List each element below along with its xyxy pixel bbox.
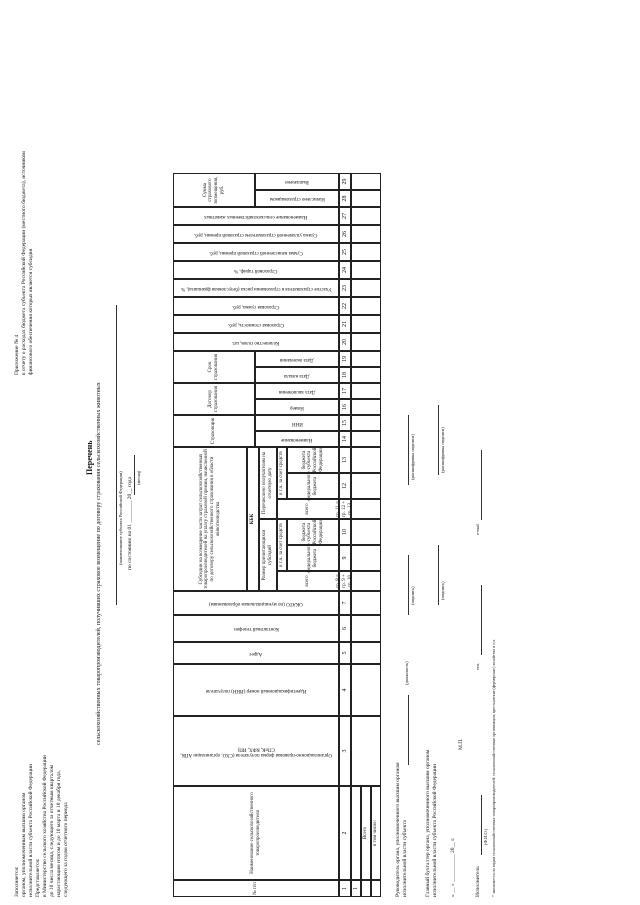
col-num-15: 15 bbox=[339, 415, 351, 431]
notes-submitted-line3: нарастающим итогом и до 10 марта и 10 декабря года, bbox=[56, 770, 62, 897]
col-header-tariff: Страховой тариф, % bbox=[173, 261, 339, 279]
rows-c17 bbox=[351, 383, 381, 399]
col-num-1: 1 bbox=[339, 880, 351, 897]
appendix-line1: к отчету о расходах бюджета субъекта Российской Федерации (местного бюджета), источником bbox=[21, 151, 27, 375]
rows-address bbox=[351, 642, 381, 664]
col-num-26: 26 bbox=[339, 225, 351, 243]
col-header-planned-total: всего bbox=[277, 571, 339, 591]
rows-inn bbox=[351, 664, 381, 716]
col-group-transferred: Перечислено получателям на отчетную дату bbox=[259, 447, 277, 519]
col-header-contract-number: Номер bbox=[255, 399, 339, 415]
col-num-2: 2 bbox=[339, 786, 351, 880]
col-header-premium-charged: Сумма начисленной страховой премии, руб. bbox=[173, 243, 339, 261]
sign-head-position-line bbox=[408, 695, 409, 765]
sign-head-line1: Руководитель органа, уполномоченного высшим органом bbox=[395, 762, 401, 897]
notes-filled-line2: исполнительной власти субъекта Российской Федерации bbox=[28, 764, 34, 897]
col-header-deductible: Участие страхователя в страховании риска (безусловная франшиза), % bbox=[173, 279, 339, 297]
month-hint: (месяц) bbox=[136, 470, 141, 485]
col-num-22: 22 bbox=[339, 297, 351, 315]
rows-c13 bbox=[351, 447, 381, 473]
sign-accountant-decode-hint: (расшифровка подписи) bbox=[440, 427, 445, 473]
col-num-6: 6 bbox=[339, 615, 351, 642]
notes-filled-label: Заполняется: bbox=[14, 866, 20, 897]
col-num-7: 7 bbox=[339, 591, 351, 615]
col-num-24: 24 bbox=[339, 261, 351, 279]
sign-date-field: « __ » __________ 20__ г. bbox=[450, 837, 456, 897]
as-of-label: по состоянию на 01 ________ 20__ года bbox=[127, 476, 133, 570]
subject-name-hint: (наименование субъекта Российской Федерации) bbox=[118, 471, 123, 565]
col-header-transferred-federal: федерального бюджета bbox=[287, 473, 339, 499]
sign-head-signature-hint: (подпись) bbox=[410, 586, 415, 605]
rows-c26 bbox=[351, 225, 381, 243]
rows-c25 bbox=[351, 243, 381, 261]
col-num-9: 9 bbox=[339, 545, 351, 571]
row-3-no bbox=[371, 880, 381, 897]
col-group-period: Срок страхования bbox=[173, 351, 255, 383]
col-header-period-end: Дата окончания bbox=[255, 351, 339, 367]
col-num-11: гр. 11 = гр. 12 + гр. 13 bbox=[336, 500, 353, 518]
col-header-transferred-total: всего bbox=[277, 499, 339, 519]
row-including-name: в том числе: bbox=[371, 786, 381, 880]
rows-c29 bbox=[351, 173, 381, 190]
page-title: Перечень bbox=[85, 440, 94, 475]
col-num-3: 3 bbox=[339, 716, 351, 786]
notes-submitted-line1: в Министерство сельского хозяйства Российской Федерации bbox=[42, 755, 48, 897]
col-num-16: 16 bbox=[339, 399, 351, 415]
sign-head-decode-line bbox=[408, 415, 409, 485]
sign-accountant-signature-hint: (подпись) bbox=[440, 581, 445, 600]
col-header-okato: ОКАТО (по муниципальным образованиям) bbox=[173, 591, 339, 615]
col-header-premium-paid: Сумма уплаченной страхователем страховой премии, руб. bbox=[173, 225, 339, 243]
col-header-insured-value: Страховая стоимость, руб. bbox=[173, 315, 339, 333]
footnote: * заполняется по видам сельскохозяйственных товаропроизводителей: сельскохозяйственные организации, крестьянские (фермерские) хозяйства и т.п. bbox=[491, 639, 496, 897]
row-1-name bbox=[351, 786, 361, 880]
col-num-25: 25 bbox=[339, 243, 351, 261]
row-total-name: Всего bbox=[361, 786, 371, 880]
col-header-insurer-name: Наименование bbox=[255, 431, 339, 447]
rows-c9 bbox=[351, 545, 381, 571]
rows-c19 bbox=[351, 351, 381, 367]
col-num-20: 20 bbox=[339, 333, 351, 351]
col-group-insurer: Страховщик bbox=[173, 415, 255, 447]
sign-head-decode-hint: (расшифровка подписи) bbox=[410, 434, 415, 480]
rows-c12 bbox=[351, 473, 381, 499]
col-num-29: 29 bbox=[339, 173, 351, 190]
rows-c14 bbox=[351, 431, 381, 447]
col-header-insurer-inn: ИНН bbox=[255, 415, 339, 431]
col-header-period-start: Дата начала bbox=[255, 367, 339, 383]
sign-head-signature-line bbox=[408, 555, 409, 615]
rows-c15 bbox=[351, 415, 381, 431]
sign-accountant-decode-line bbox=[438, 405, 439, 475]
col-num-17: 17 bbox=[339, 383, 351, 399]
sign-executor-hint: (Ф.И.О.) bbox=[483, 828, 488, 845]
subject-name-line bbox=[116, 305, 117, 605]
sign-accountant-line2: исполнительной власти субъекта Российской Федерации bbox=[432, 764, 438, 897]
sign-stamp-label: М.П. bbox=[458, 738, 464, 750]
row-2-no bbox=[361, 880, 371, 897]
rows-c22 bbox=[351, 297, 381, 315]
rows-okato bbox=[351, 591, 381, 615]
rows-c20 bbox=[351, 333, 381, 351]
month-line bbox=[134, 455, 135, 495]
col-header-phone: Контактный телефон bbox=[173, 615, 339, 642]
sign-accountant-line1: Главный бухгалтер органа, уполномоченного высшим органом bbox=[425, 749, 431, 897]
col-header-comp-paid: Выплачено bbox=[255, 173, 339, 190]
col-num-12: 12 bbox=[339, 473, 351, 499]
col-num-27: 27 bbox=[339, 207, 351, 225]
notes-filled-line1: органом, уполномоченным высшим органом bbox=[21, 792, 27, 897]
sign-executor-line bbox=[481, 795, 482, 855]
col-group-transferred-incl: в т.ч. за счет средств bbox=[277, 447, 287, 499]
sign-executor-label: Исполнитель bbox=[475, 866, 481, 897]
rows-legal-form bbox=[351, 716, 381, 786]
col-num-8: гр. 8 = гр. 9 + гр. 10 bbox=[339, 571, 351, 591]
sign-accountant-signature-line bbox=[438, 545, 439, 605]
rows-c8 bbox=[351, 571, 381, 591]
sign-email-label: e-mail bbox=[475, 523, 480, 535]
rows-phone bbox=[351, 615, 381, 642]
sign-phone-label: тел. bbox=[475, 662, 480, 670]
col-header-comp-charged: Начислено страховщиком bbox=[255, 190, 339, 207]
appendix-number: Приложение № 4 bbox=[14, 334, 20, 375]
col-header-contract-date: Дата заключения bbox=[255, 383, 339, 399]
col-header-address: Адрес bbox=[173, 642, 339, 664]
rows-c23 bbox=[351, 279, 381, 297]
rows-c21 bbox=[351, 315, 381, 333]
sign-phone-line bbox=[481, 585, 482, 655]
col-num-21: 21 bbox=[339, 315, 351, 333]
col-group-kbk: КБК bbox=[247, 447, 259, 591]
sign-position-hint: (должность) bbox=[404, 661, 409, 685]
rows-c11 bbox=[351, 499, 381, 519]
rows-c18 bbox=[351, 367, 381, 383]
col-group-planned-incl: в т.ч. за счет средств bbox=[277, 519, 287, 571]
notes-submitted-label: Представляется: bbox=[35, 858, 41, 897]
col-num-23: 23 bbox=[339, 279, 351, 297]
rows-c24 bbox=[351, 261, 381, 279]
rows-c28 bbox=[351, 190, 381, 207]
notes-submitted-line2: до 10 числа месяца, следующего за отчетным кварталом bbox=[49, 764, 55, 897]
col-header-planned-regional: бюджета субъекта Российской Федерации bbox=[287, 519, 339, 545]
col-num-5: 5 bbox=[339, 642, 351, 664]
col-group-contract: Договор страхования bbox=[173, 383, 255, 415]
rows-c10 bbox=[351, 519, 381, 545]
col-header-no: № п/п bbox=[173, 880, 339, 897]
col-num-4: 4 bbox=[339, 664, 351, 716]
col-num-13: 13 bbox=[339, 447, 351, 473]
col-num-19: 19 bbox=[339, 351, 351, 367]
sign-email-line bbox=[481, 450, 482, 520]
col-header-inn: Идентификационный номер (ИНН) получателя bbox=[173, 664, 339, 716]
col-group-planned: Размер причитающихся субсидий bbox=[259, 519, 277, 591]
rows-c27 bbox=[351, 207, 381, 225]
col-header-transferred-regional: бюджета субъекта Российской Федерации bbox=[287, 447, 339, 473]
col-header-insured-sum: Страховая сумма, руб. bbox=[173, 297, 339, 315]
col-header-heads-count: Количество голов, шт. bbox=[173, 333, 339, 351]
rows-c16 bbox=[351, 399, 381, 415]
col-num-28: 28 bbox=[339, 190, 351, 207]
col-group-compensation: Сумма страхового возмещения, руб. bbox=[173, 173, 255, 207]
notes-submitted-line4: следующего за годом отчетного периода bbox=[63, 802, 69, 897]
page-subtitle: сельскохозяйственных товаропроизводителей, получивших страховое возмещение по договору страхования сельскохозяйственных животных bbox=[96, 382, 102, 745]
col-header-animal-name: Наименование сельскохозяйственных животных bbox=[173, 207, 339, 225]
col-header-planned-federal: федерального бюджета bbox=[287, 545, 339, 571]
col-header-legal-form: Организационно-правовая форма получателя (СХО, организации АПК, СПоК, КФХ, ИП) bbox=[173, 716, 339, 786]
sign-head-line2: исполнительной власти субъекта bbox=[402, 819, 408, 897]
row-1-no: 1 bbox=[351, 880, 361, 897]
col-num-18: 18 bbox=[339, 367, 351, 383]
col-num-10: 10 bbox=[339, 519, 351, 545]
col-group-subsidy: Субсидии на возмещение части затрат сельскохозяйственных товаропроизводителей на уплату страховой премии, начисленной по договору сельскохозяйственного страхования в области животноводства bbox=[173, 447, 247, 591]
appendix-line2: финансового обеспечения которых является субсидия bbox=[28, 248, 34, 375]
col-header-producer-name: Наименование сельскохозяйственного товаропроизводителя bbox=[173, 786, 339, 880]
col-num-14: 14 bbox=[339, 431, 351, 447]
